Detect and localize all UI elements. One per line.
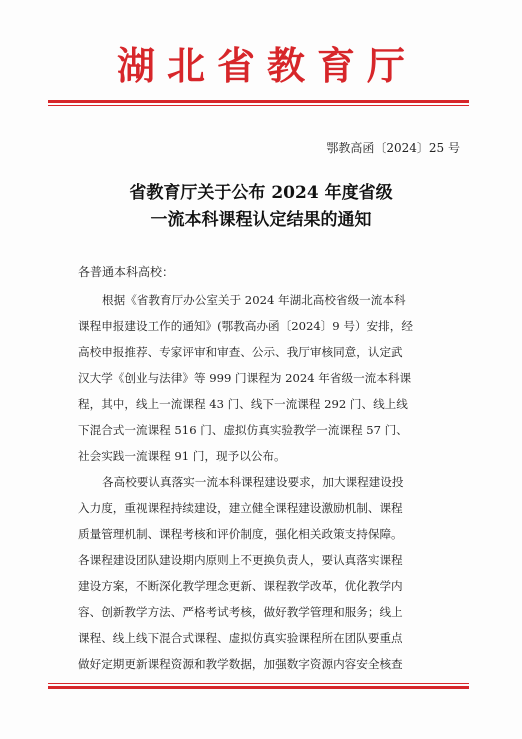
salutation: 各普通本科高校： — [78, 265, 175, 279]
body-text-line: 课程申报建设工作的通知》(鄂教高办函〔2024〕9 号）安排，经 — [78, 319, 413, 333]
footer-red-rule-thick — [48, 686, 469, 689]
body-text-line: 下混合式一流课程 516 门、虚拟仿真实验教学一流课程 57 门、 — [78, 423, 408, 437]
body-text-line: 根据《省教育厅办公室关于 2024 年湖北高校省级一流本科 — [102, 293, 406, 307]
agency-masthead: 湖北省教育厅 — [116, 43, 417, 88]
body-text-line: 高校申报推荐、专家评审和审查、公示、我厅审核同意，认定武 — [78, 345, 403, 359]
document-number: 鄂教高函〔2024〕25 号 — [326, 141, 460, 155]
body-text-line: 做好定期更新课程资源和教学数据，加强数字资源内容安全核查 — [78, 657, 403, 671]
footer-red-rule-thin — [48, 683, 469, 684]
body-text-line: 课程、线上线下混合式课程、虚拟仿真实验课程所在团队要重点 — [78, 631, 403, 645]
body-text-line: 各课程建设团队建设期内原则上不更换负责人，要认真落实课程 — [78, 553, 403, 567]
body-text-line: 程，其中，线上一流课程 43 门、线下一流课程 292 门、线上线 — [78, 397, 408, 411]
body-text-line: 社会实践一流课程 91 门，现予以公布。 — [78, 449, 286, 463]
document-title-line-2: 一流本科课程认定结果的通知 — [150, 210, 372, 230]
document-title-line-1: 省教育厅关于公布 2024 年度省级 — [129, 183, 393, 203]
body-text-line: 汉大学《创业与法律》等 999 门课程为 2024 年省级一流本科课 — [78, 371, 412, 385]
body-text-line: 质量管理机制、课程考核和评价制度，强化相关政策支持保障。 — [78, 527, 403, 541]
body-text-line: 容、创新教学方法、严格考试考核，做好教学管理和服务；线上 — [78, 605, 403, 619]
header-red-rule-thin — [48, 105, 469, 106]
body-text-line: 入力度，重视课程持续建设，建立健全课程建设激励机制、课程 — [78, 501, 403, 515]
body-text-line: 建设方案，不断深化教学理念更新、课程教学改革，优化教学内 — [78, 579, 403, 593]
header-red-rule-thick — [48, 100, 469, 103]
body-text-line: 各高校要认真落实一流本科课程建设要求，加大课程建设投 — [102, 475, 404, 489]
